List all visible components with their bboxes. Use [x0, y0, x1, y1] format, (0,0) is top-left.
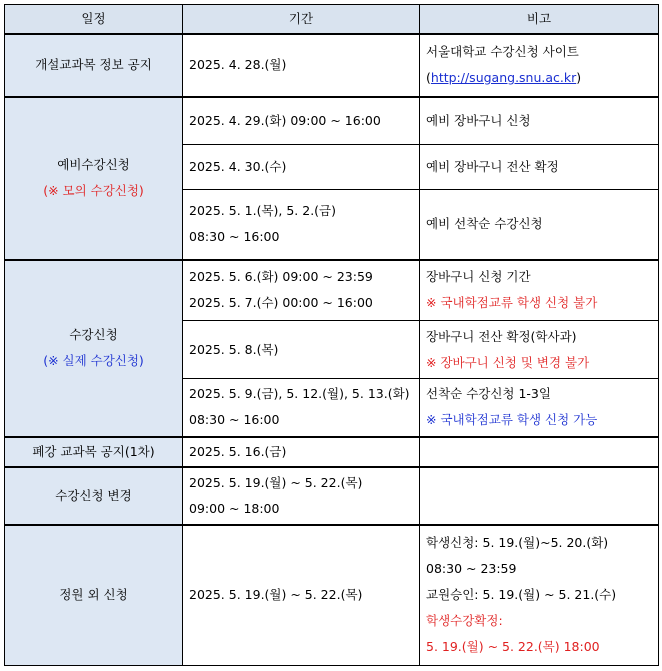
period-cell: 2025. 4. 29.(화) 09:00 ~ 16:00	[183, 97, 420, 145]
period-cell: 2025. 5. 16.(금)	[183, 437, 420, 467]
table-row	[5, 525, 659, 666]
note-cell: 선착순 수강신청 1-3일 ※ 국내학점교류 학생 신청 가능	[420, 379, 659, 437]
note-cell: 장바구니 전산 확정(학사과) ※ 장바구니 신청 및 변경 불가	[420, 321, 659, 379]
note-cell: 예비 장바구니 전산 확정	[420, 145, 659, 190]
header-period: 기간	[183, 5, 420, 34]
note-cell: 학생신청: 5. 19.(월)~5. 20.(화) 08:30 ~ 23:59 교원승인: 5. 19.(월) ~ 5. 21.(수) 학생수강확정: 5. 19.(월) ~ 5. 22.(목) 18:00	[420, 525, 659, 666]
table-row	[5, 97, 659, 145]
table-row	[5, 437, 659, 467]
period-cell: 2025. 5. 19.(월) ~ 5. 22.(목)	[183, 525, 420, 666]
period-cell: 2025. 5. 1.(목), 5. 2.(금) 08:30 ~ 16:00	[183, 190, 420, 260]
table-row	[5, 34, 659, 97]
event-registration-change: 수강신청 변경	[5, 467, 183, 525]
header-note: 비고	[420, 5, 659, 34]
period-cell: 2025. 5. 6.(화) 09:00 ~ 23:59 2025. 5. 7.(수) 00:00 ~ 16:00	[183, 260, 420, 321]
table-row	[5, 467, 659, 525]
note-cell	[420, 467, 659, 525]
note-cell: 장바구니 신청 기간 ※ 국내학점교류 학생 신청 불가	[420, 260, 659, 321]
note-cell	[420, 437, 659, 467]
note-cell: 예비 선착순 수강신청	[420, 190, 659, 260]
period-cell: 2025. 4. 30.(수)	[183, 145, 420, 190]
event-registration: 수강신청 (※ 실제 수강신청)	[5, 260, 183, 437]
event-course-info-notice: 개설교과목 정보 공지	[5, 34, 183, 97]
event-closed-course-notice: 폐강 교과목 공지(1차)	[5, 437, 183, 467]
period-cell: 2025. 5. 8.(목)	[183, 321, 420, 379]
sugang-site-link[interactable]: http://sugang.snu.ac.kr	[430, 70, 577, 85]
event-over-quota-application: 정원 외 신청	[5, 525, 183, 666]
note-cell: 서울대학교 수강신청 사이트 (http://sugang.snu.ac.kr)	[420, 34, 659, 97]
note-cell: 예비 장바구니 신청	[420, 97, 659, 145]
event-pre-registration: 예비수강신청 (※ 모의 수강신청)	[5, 97, 183, 260]
period-cell: 2025. 4. 28.(월)	[183, 34, 420, 97]
header-event: 일정	[5, 5, 183, 34]
period-cell: 2025. 5. 19.(월) ~ 5. 22.(목) 09:00 ~ 18:00	[183, 467, 420, 525]
schedule-table	[4, 4, 659, 666]
table-row	[5, 260, 659, 321]
period-cell: 2025. 5. 9.(금), 5. 12.(월), 5. 13.(화) 08:30 ~ 16:00	[183, 379, 420, 437]
